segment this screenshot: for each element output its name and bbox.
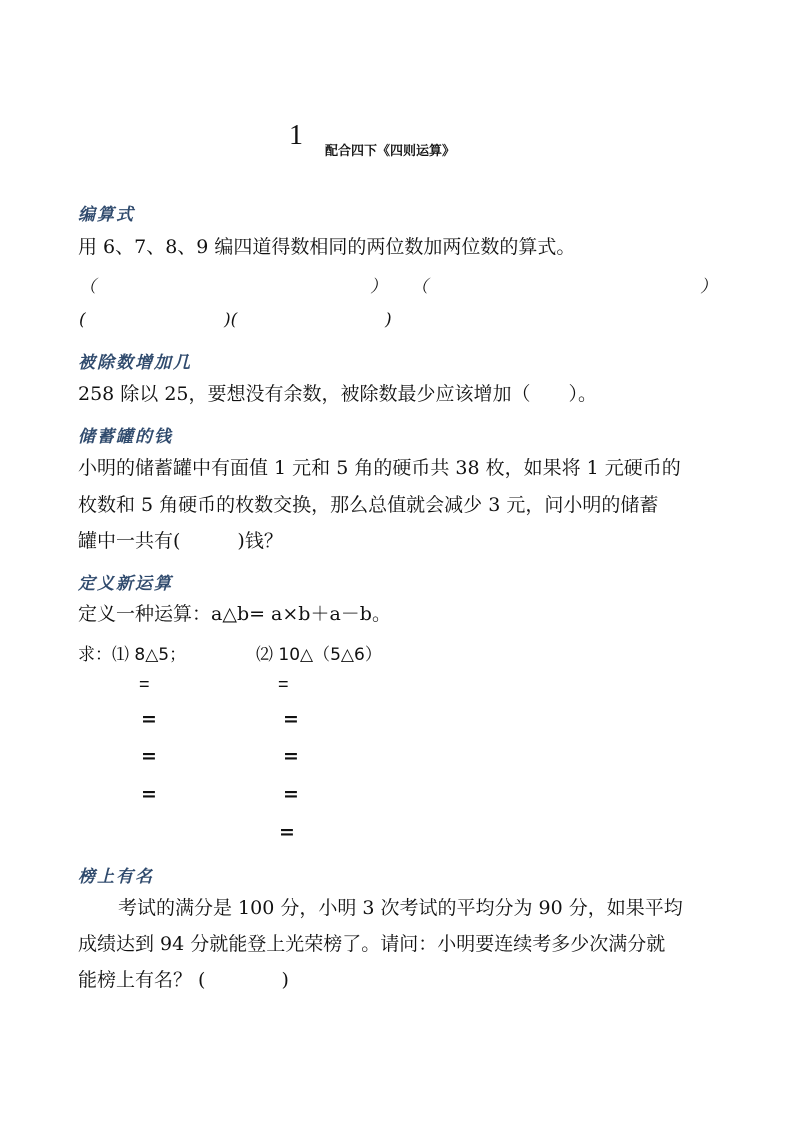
honor-roll-line-3: 能榜上有名？ ( ) xyxy=(78,969,289,991)
equals-sign: = xyxy=(141,708,157,730)
equals-sign: = xyxy=(283,783,299,805)
section-heading-dividend: 被除数增加几 xyxy=(78,353,192,373)
equals-sign: = xyxy=(141,783,157,805)
blank-mid-3: )( xyxy=(224,310,238,330)
section-heading-piggybank: 储蓄罐的钱 xyxy=(78,427,173,447)
equals-sign: = xyxy=(278,674,289,694)
operation-definition: 定义一种运算：a△b= a×b＋a－b。 xyxy=(78,603,391,625)
equals-sign: = xyxy=(283,745,299,767)
piggybank-line-1: 小明的储蓄罐中有面值 1 元和 5 角的硬币共 38 枚，如果将 1 元硬币的 xyxy=(78,457,681,479)
blank-open-3: ( xyxy=(79,310,86,330)
equals-sign: = xyxy=(283,708,299,730)
piggybank-line-2: 枚数和 5 角硬币的枚数交换，那么总值就会减少 3 元，问小明的储蓄 xyxy=(78,494,659,516)
page-subtitle: 配合四下《四则运算》 xyxy=(325,144,456,159)
equals-sign: = xyxy=(139,674,150,694)
section-heading-new-operation: 定义新运算 xyxy=(78,574,173,594)
blank-close-3: ) xyxy=(385,310,392,330)
operation-question-2: ⑵ 10△（5△6） xyxy=(256,645,382,665)
blank-close-1: ） xyxy=(370,277,387,297)
section-heading-compose: 编算式 xyxy=(78,205,135,225)
operation-question-1: 求：⑴ 8△5； xyxy=(78,645,187,665)
piggybank-line-3: 罐中一共有( )钱？ xyxy=(78,530,283,552)
honor-roll-line-1: 考试的满分是 100 分，小明 3 次考试的平均分为 90 分，如果平均 xyxy=(118,897,683,919)
compose-question: 用 6、7、8、9 编四道得数相同的两位数加两位数的算式。 xyxy=(78,236,576,258)
blank-open-1: （ xyxy=(79,277,96,297)
blank-open-2: （ xyxy=(411,277,428,297)
honor-roll-line-2: 成绩达到 94 分就能登上光荣榜了。请问：小明要连续考多少次满分就 xyxy=(78,933,666,955)
section-heading-honor-roll: 榜上有名 xyxy=(78,867,154,887)
page-number: 1 xyxy=(289,120,303,151)
equals-sign: = xyxy=(279,821,295,843)
dividend-question: 258 除以 25，要想没有余数，被除数最少应该增加（ ）。 xyxy=(78,383,598,405)
blank-close-2: ） xyxy=(700,277,717,297)
equals-sign: = xyxy=(141,745,157,767)
